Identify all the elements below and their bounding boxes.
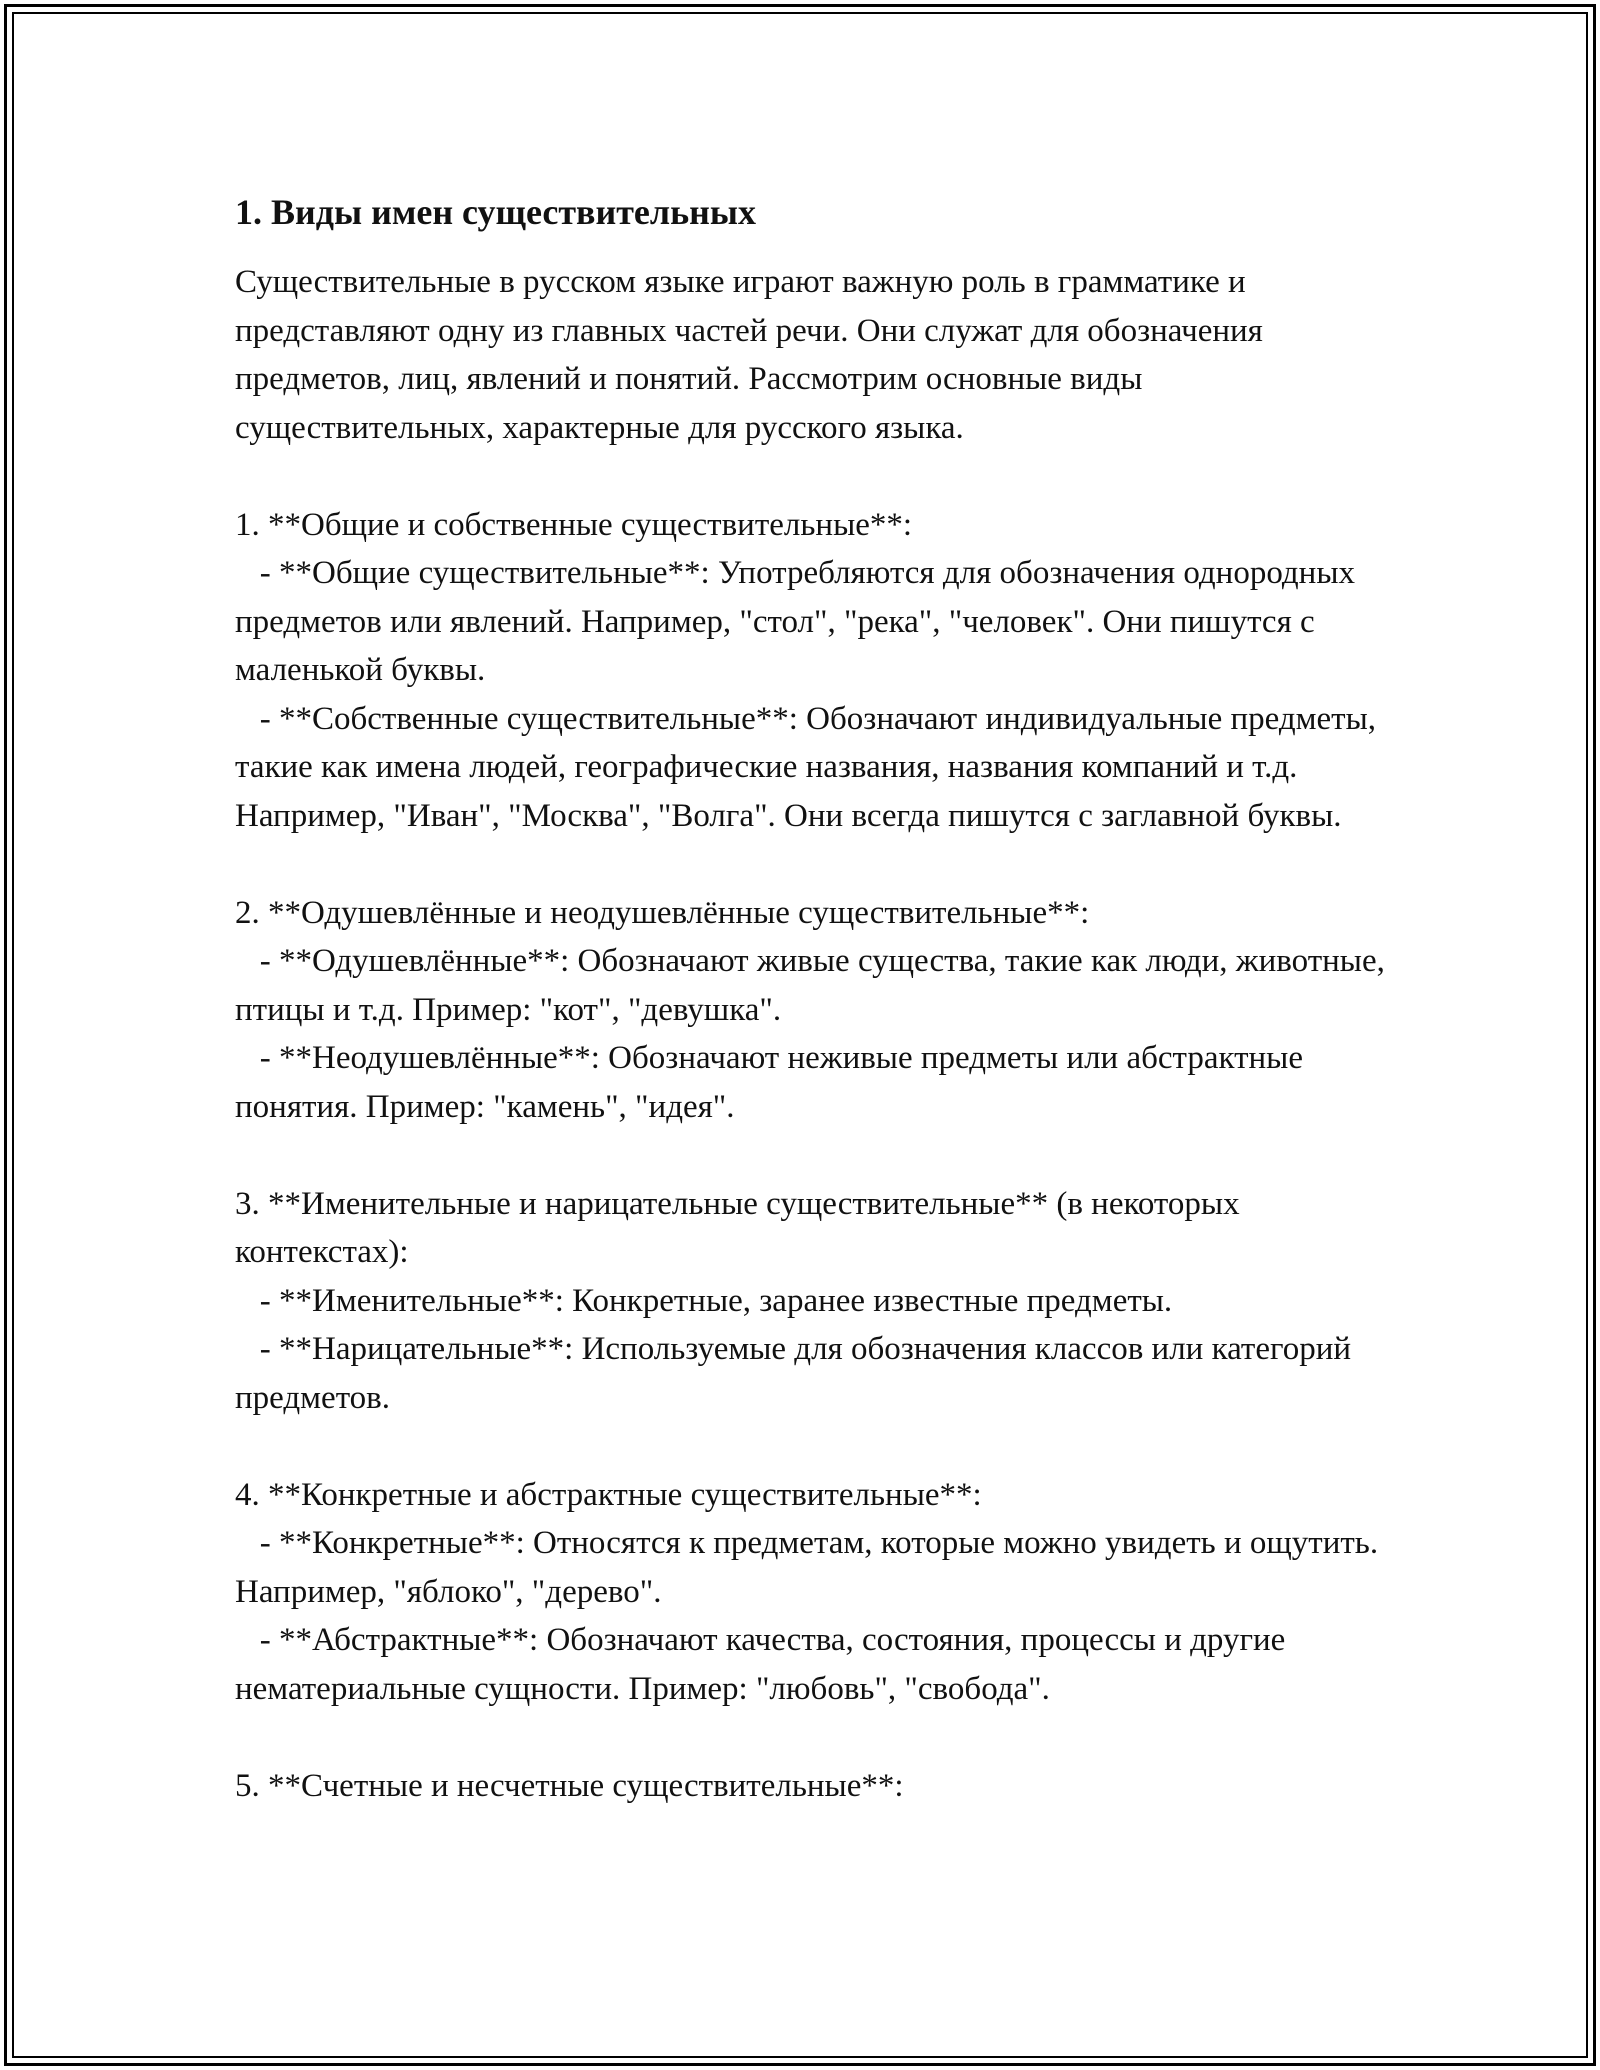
section-countable-uncountable <box>235 1762 1395 1811</box>
section-nominative-common <box>235 1180 1395 1423</box>
section-heading: 2. **Одушевлённые и неодушевлённые существительные**: <box>235 894 1090 931</box>
section-animate-inanimate <box>235 889 1395 1132</box>
section-heading: 1. **Общие и собственные существительные**: <box>235 506 913 543</box>
section-item: - **Конкретные**: Относятся к предметам, которые можно увидеть и ощутить. Например, "яблоко", "дерево". <box>235 1525 1387 1610</box>
section-item: - **Абстрактные**: Обозначают качества, состояния, процессы и другие нематериальные сущности. Пример: "любовь", "свобода". <box>235 1622 1294 1707</box>
section-heading: 5. **Счетные и несчетные существительные**: <box>235 1767 904 1804</box>
section-item: - **Собственные существительные**: Обозначают индивидуальные предметы, такие как имена людей, географические названия, названия компаний и т.д. Например, "Иван", "Москва", "Волга". Они всегда пишутся с заглавной буквы. <box>235 700 1385 834</box>
document-title: 1. Виды имен существительных <box>235 192 756 232</box>
section-item: - **Одушевлённые**: Обозначают живые существа, такие как люди, животные, птицы и т.д. Пример: "кот", "девушка". <box>235 943 1394 1028</box>
section-concrete-abstract <box>235 1471 1395 1714</box>
section-item: - **Неодушевлённые**: Обозначают неживые предметы или абстрактные понятия. Пример: "камень", "идея". <box>235 1040 1312 1125</box>
section-item: - **Именительные**: Конкретные, заранее известные предметы. <box>235 1282 1173 1319</box>
intro-paragraph: Существительные в русском языке играют важную роль в грамматике и представляют одну из главных частей речи. Они служат для обозначения предметов, лиц, явлений и понятий. Рассмотрим основные виды существительных, характерные для русского языка. <box>235 264 1272 446</box>
document-body <box>235 188 1395 1810</box>
section-heading: 3. **Именительные и нарицательные существительные** (в некоторых контекстах): <box>235 1185 1248 1270</box>
section-item: - **Нарицательные**: Используемые для обозначения классов или категорий предметов. <box>235 1331 1360 1416</box>
section-item: - **Общие существительные**: Употребляются для обозначения однородных предметов или явлений. Например, "стол", "река", "человек". Они пишутся с маленькой буквы. <box>235 555 1364 688</box>
section-common-proper <box>235 501 1395 841</box>
section-heading: 4. **Конкретные и абстрактные существительные**: <box>235 1476 982 1513</box>
